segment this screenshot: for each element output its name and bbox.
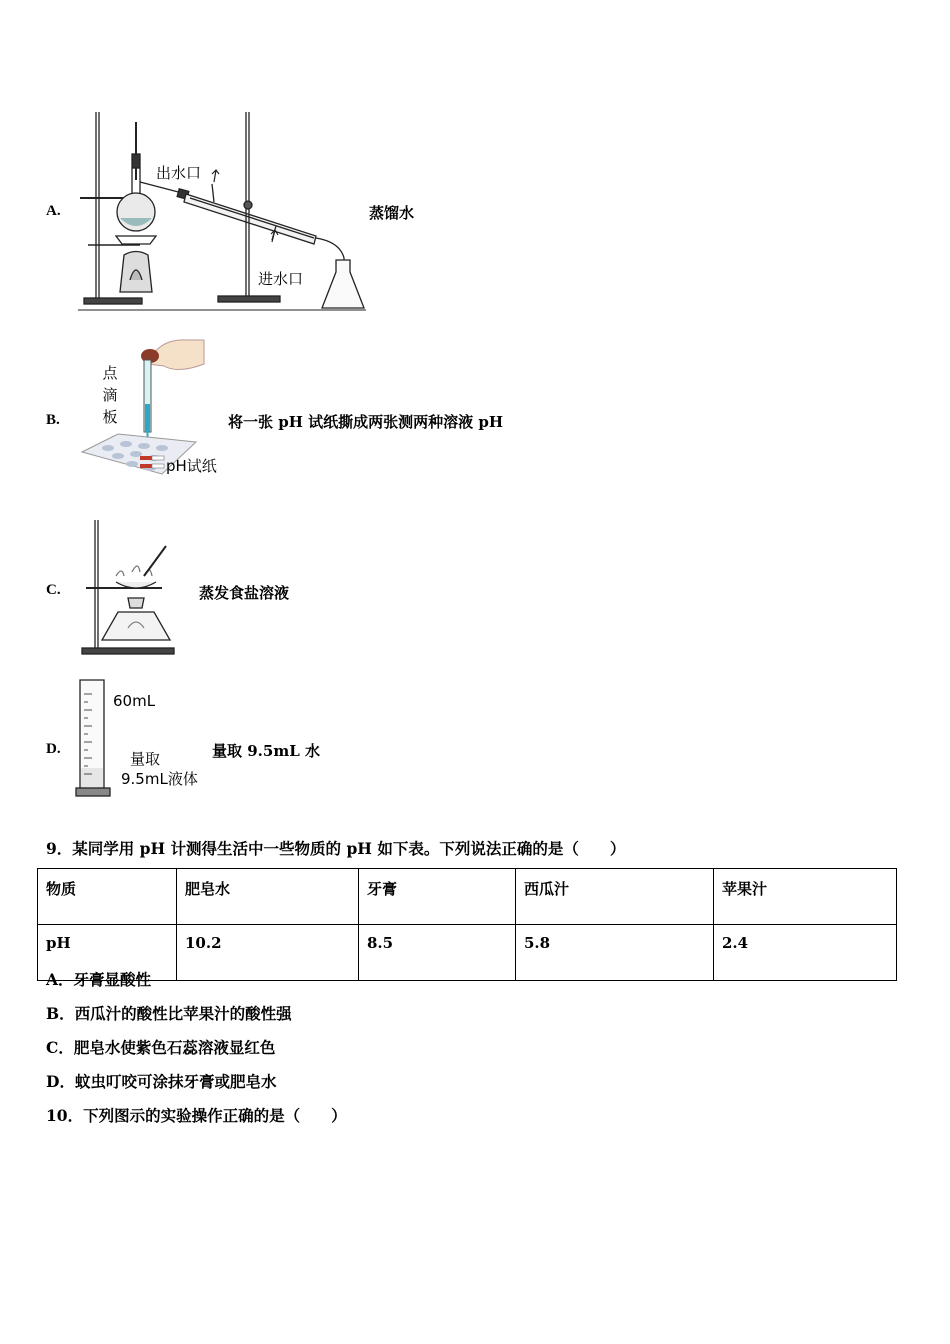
table-row: [38, 925, 897, 981]
table-cell: 2.4: [714, 925, 897, 981]
question-9-stem: 9．某同学用 pH 计测得生活中一些物质的 pH 如下表。下列说法正确的是（ ）: [46, 839, 626, 858]
ph-table: [37, 868, 897, 981]
option-c-letter: C.: [46, 582, 61, 598]
option-d-caption: 量取 9.5mL 水: [212, 742, 320, 760]
water-in-label: 进水口: [258, 270, 304, 288]
option-d-letter: D.: [46, 741, 61, 757]
evaporation-figure: [78, 516, 188, 656]
option-a-letter: A.: [46, 203, 61, 219]
graduated-cylinder-figure: [74, 676, 114, 800]
option-b-caption: 将一张 pH 试纸撕成两张测两种溶液 pH: [228, 413, 503, 431]
cylinder-volume-label: 60mL: [113, 692, 156, 710]
table-cell: 肥皂水: [177, 869, 359, 925]
table-cell: pH: [38, 925, 177, 981]
option-a-caption: 蒸馏水: [369, 204, 415, 222]
option-c-caption: 蒸发食盐溶液: [199, 584, 290, 602]
distillation-apparatus-figure: [78, 110, 378, 315]
q9-option-a: A．牙膏显酸性: [46, 970, 152, 989]
table-cell: 5.8: [516, 925, 714, 981]
table-cell: 10.2: [177, 925, 359, 981]
measure-label: 量取: [130, 750, 161, 768]
question-10-stem: 10．下列图示的实验操作正确的是（ ）: [46, 1106, 347, 1125]
liquid-volume-label: 9.5mL液体: [121, 770, 198, 788]
q9-option-d: D．蚊虫叮咬可涂抹牙膏或肥皂水: [46, 1072, 277, 1091]
q9-option-c: C．肥皂水使紫色石蕊溶液显红色: [46, 1038, 276, 1057]
water-out-label: 出水口: [156, 164, 202, 182]
spot-plate-label: [101, 362, 119, 428]
plate-char-2: 滴: [102, 386, 118, 404]
q9-option-b: B．西瓜汁的酸性比苹果汁的酸性强: [46, 1004, 292, 1023]
table-header-row: [38, 869, 897, 925]
table-cell: 8.5: [359, 925, 516, 981]
table-cell: 苹果汁: [714, 869, 897, 925]
table-cell: 牙膏: [359, 869, 516, 925]
plate-char-3: 板: [102, 408, 118, 426]
table-cell: 西瓜汁: [516, 869, 714, 925]
option-b-letter: B.: [46, 412, 60, 428]
table-cell: 物质: [38, 869, 177, 925]
plate-char-1: 点: [102, 364, 118, 382]
ph-paper-label: pH试纸: [166, 457, 217, 475]
